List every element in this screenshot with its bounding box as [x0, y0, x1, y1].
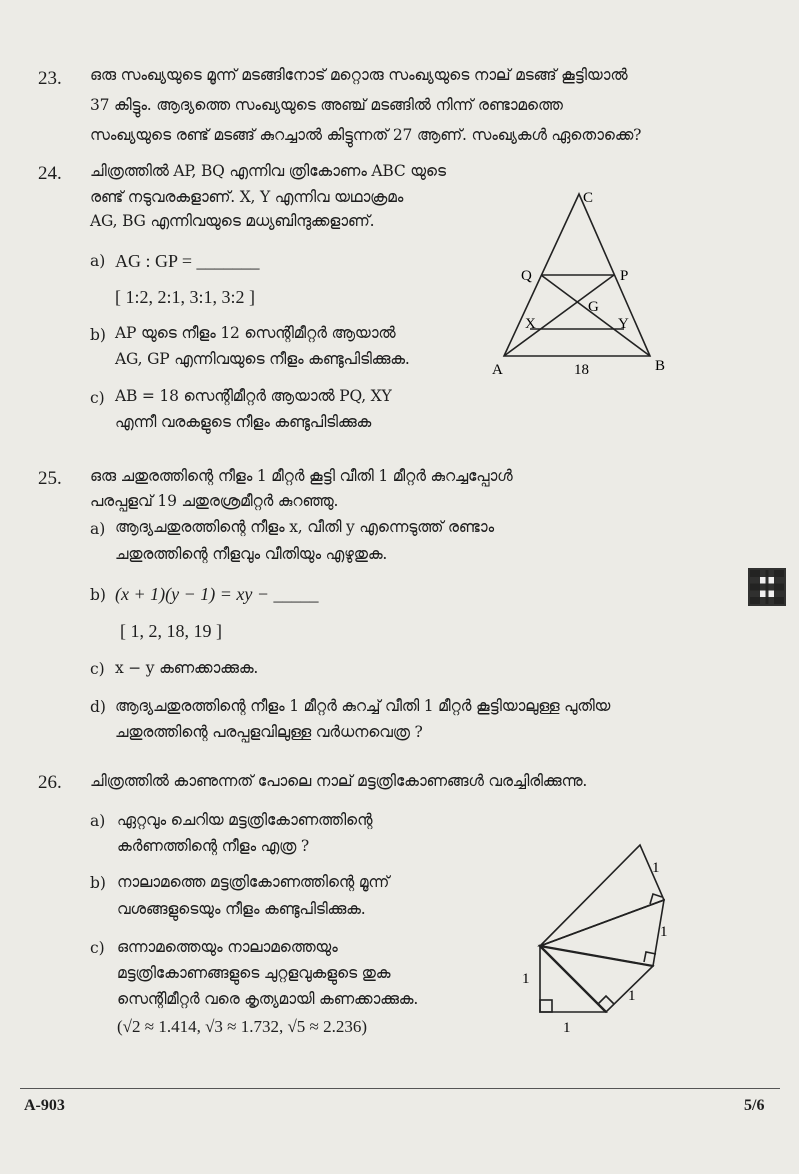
q24-a-label: a) [90, 252, 106, 270]
label-p: P [620, 268, 629, 284]
q25-c-text: x − y കണക്കാക്കുക. [115, 659, 259, 677]
question-24-line-2: രണ്ട് നടുവരകളാണ്. X, Y എന്നിവ യഥാക്രമം [90, 188, 404, 206]
question-25-line-2: പരപ്പളവ് 19 ചതുരശ്രമീറ്റർ കുറഞ്ഞു. [90, 492, 339, 510]
side-label-5: 1 [652, 860, 660, 876]
question-number-23: 23. [38, 68, 62, 89]
q26-c-line-3: സെന്റിമീറ്റർ വരെ കൃത്യമായി കണക്കാക്കുക. [117, 990, 419, 1008]
q25-d-label: d) [90, 698, 106, 716]
q25-c-label: c) [90, 660, 105, 678]
q25-b-label: b) [90, 586, 106, 604]
qr-code-icon [748, 568, 786, 606]
label-base-length: 18 [574, 362, 589, 378]
triangle-abc-figure [490, 180, 680, 380]
triangle-4 [540, 845, 664, 946]
question-23-line-3: സംഖ്യയുടെ രണ്ട് മടങ്ങ് കുറച്ചാൽ കിട്ടുന്നത് 27 ആണ്. സംഖ്യകൾ ഏതൊക്കെ? [90, 126, 642, 144]
q25-d-line-1: ആദ്യചതുരത്തിന്റെ നീളം 1 മീറ്റർ കുറച്ച് വീതി 1 മീറ്റർ കൂട്ടിയാലുള്ള പുതിയ [115, 697, 611, 715]
footer-rule [20, 1088, 780, 1089]
label-b: B [655, 358, 666, 374]
side-label-3: 1 [628, 988, 636, 1004]
q26-c-line-1: ഒന്നാമത്തെയും നാലാമത്തെയും [117, 938, 338, 956]
side-label-2: 1 [563, 1020, 571, 1036]
q25-d-line-2: ചതുരത്തിന്റെ പരപ്പളവിലുള്ള വർധനവെത്ര ? [115, 723, 423, 741]
page-number: 5/6 [744, 1097, 765, 1114]
question-number-24: 24. [38, 163, 62, 184]
question-number-26: 26. [38, 772, 62, 793]
q24-c-label: c) [90, 389, 105, 407]
q26-c-label: c) [90, 939, 105, 957]
q24-a-text: AG : GP = _______ [115, 251, 260, 271]
label-a: A [492, 362, 503, 378]
median-ap [504, 275, 614, 356]
q24-c-line-2: എന്നീ വരകളുടെ നീളം കണ്ടുപിടിക്കുക [115, 413, 372, 431]
q25-a-line-1: ആദ്യചതുരത്തിന്റെ നീളം x, വീതി y എന്നെടുത്ത് രണ്ടാം [115, 518, 494, 536]
q24-b-line-1: AP യുടെ നീളം 12 സെന്റിമീറ്റർ ആയാൽ [115, 324, 396, 342]
q26-c-line-2: മട്ടത്രികോണങ്ങളുടെ ചുറ്റളവുകളുടെ തുക [117, 964, 391, 982]
q24-b-line-2: AG, GP എന്നിവയുടെ നീളം കണ്ടുപിടിക്കുക. [115, 350, 410, 368]
q26-a-label: a) [90, 812, 106, 830]
q26-b-line-1: നാലാമത്തെ മട്ടത്രികോണത്തിന്റെ മൂന്ന് [117, 873, 390, 891]
q26-c-approximations: (√2 ≈ 1.414, √3 ≈ 1.732, √5 ≈ 2.236) [117, 1017, 368, 1036]
right-angle-mark-1 [540, 1000, 552, 1012]
side-label-4: 1 [660, 924, 668, 940]
question-23-line-2: 37 കിട്ടും. ആദ്യത്തെ സംഖ്യയുടെ അഞ്ച് മടങ്ങിൽ നിന്ന് രണ്ടാമത്തെ [90, 96, 563, 114]
question-24-line-3: AG, BG എന്നിവയുടെ മധ്യബിന്ദുക്കളാണ്. [90, 212, 375, 230]
q25-b-choices: [ 1, 2, 18, 19 ] [120, 621, 222, 641]
q24-c-line-1: AB = 18 സെന്റിമീറ്റർ ആയാൽ PQ, XY [115, 387, 392, 405]
label-c: C [583, 190, 594, 206]
label-y: Y [618, 316, 629, 332]
right-angle-mark-2 [598, 996, 614, 1004]
label-g: G [588, 299, 599, 315]
question-23-line-1: ഒരു സംഖ്യയുടെ മൂന്ന് മടങ്ങിനോട് മറ്റൊരു സംഖ്യയുടെ നാല് മടങ്ങ് കൂട്ടിയാൽ [90, 66, 628, 84]
question-number-25: 25. [38, 468, 62, 489]
paper-code: A-903 [24, 1097, 65, 1114]
question-24-line-1: ചിത്രത്തിൽ AP, BQ എന്നിവ ത്രികോണം ABC യുടെ [90, 162, 446, 180]
q26-a-line-2: കർണത്തിന്റെ നീളം എത്ര ? [117, 837, 309, 855]
q25-a-line-2: ചതുരത്തിന്റെ നീളവും വീതിയും എഴുതുക. [115, 545, 388, 563]
q25-a-label: a) [90, 520, 106, 538]
question-25-line-1: ഒരു ചതുരത്തിന്റെ നീളം 1 മീറ്റർ കൂട്ടി വീതി 1 മീറ്റർ കുറച്ചപ്പോൾ [90, 467, 513, 485]
right-triangles-spiral-figure [510, 840, 690, 1040]
q24-a-choices: [ 1:2, 2:1, 3:1, 3:2 ] [115, 287, 255, 307]
side-label-1: 1 [522, 971, 530, 987]
q26-a-line-1: ഏറ്റവും ചെറിയ മട്ടത്രികോണത്തിന്റെ [117, 811, 373, 829]
q26-b-label: b) [90, 874, 106, 892]
question-26-text: ചിത്രത്തിൽ കാണുന്നത് പോലെ നാല് മട്ടത്രികോണങ്ങൾ വരച്ചിരിക്കുന്നു. [90, 772, 588, 790]
median-bq [541, 275, 650, 356]
q24-b-label: b) [90, 326, 106, 344]
q26-b-line-2: വശങ്ങളുടെയും നീളം കണ്ടുപിടിക്കുക. [117, 900, 366, 918]
q25-b-text: (x + 1)(y − 1) = xy − _____ [115, 584, 319, 604]
label-q: Q [521, 268, 532, 284]
label-x: X [525, 316, 536, 332]
